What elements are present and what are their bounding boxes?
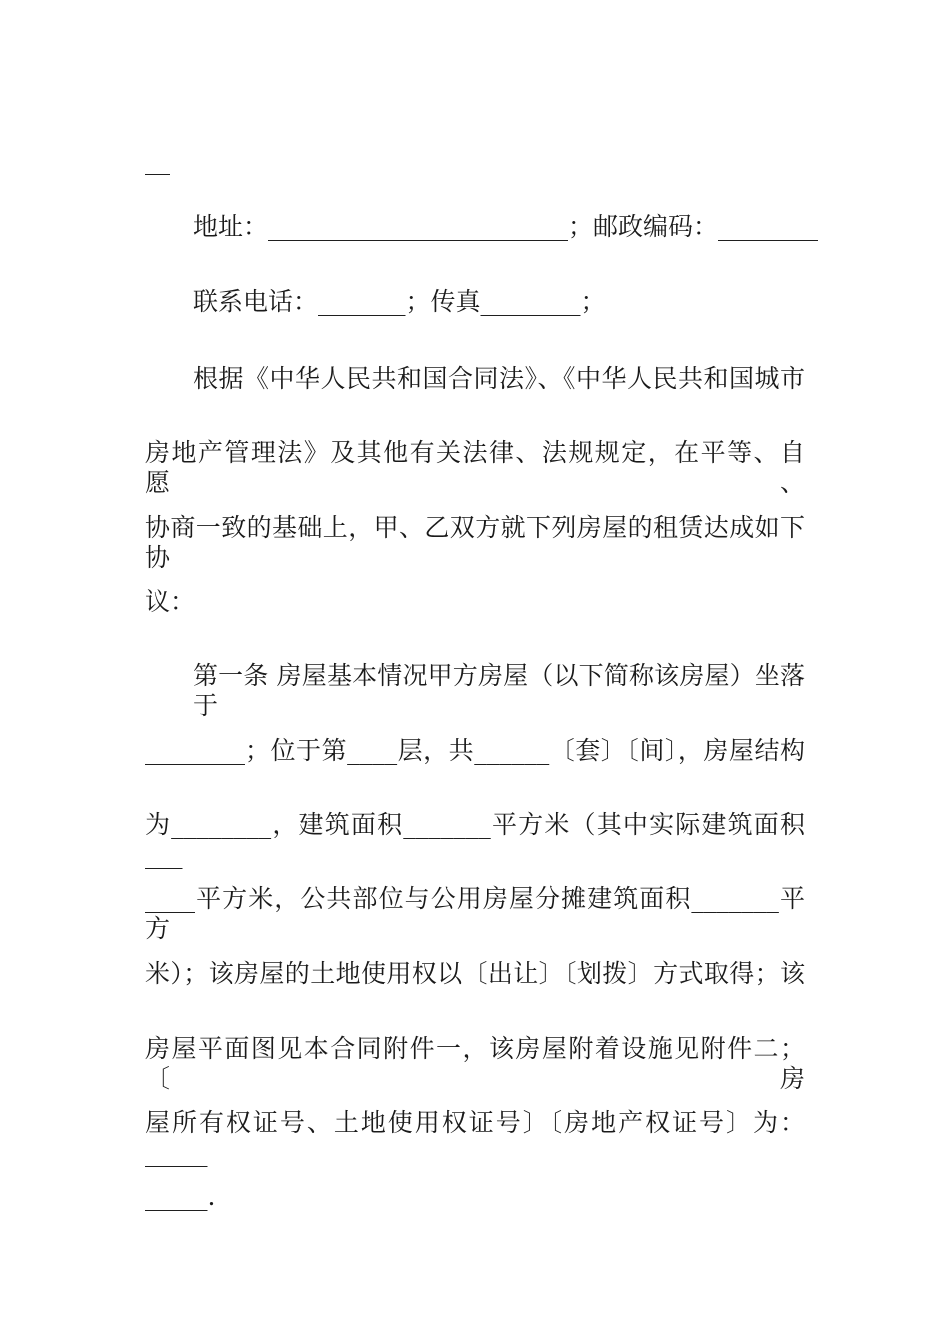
- paragraph-line: 房地产管理法》及其他有关法律、法规规定，在平等、自愿、: [145, 438, 805, 497]
- text-line-continuation: __: [145, 146, 170, 175]
- paragraph-line: 屋所有权证号、土地使用权证号〕〔房地产权证号〕为：_____: [145, 1108, 805, 1167]
- paragraph-line: _____.: [145, 1182, 216, 1211]
- paragraph-line: ____平方米，公共部位与公用房屋分摊建筑面积_______平方: [145, 884, 805, 943]
- paragraph-line: 议：: [145, 587, 196, 616]
- article-one-heading-line: 第一条 房屋基本情况甲方房屋（以下简称该房屋）坐落于: [193, 661, 805, 720]
- paragraph-line: 米）；该房屋的土地使用权以〔出让〕〔划拨〕方式取得；该: [145, 959, 805, 988]
- paragraph-line: 为________，建筑面积_______平方米（其中实际建筑面积___: [145, 810, 805, 869]
- paragraph-line: 房屋平面图见本合同附件一，该房屋附着设施见附件二；〔房: [145, 1034, 805, 1093]
- address-line: 地址：________________________；邮政编码：________: [193, 212, 819, 241]
- paragraph-line: ________；位于第____层，共______〔套〕〔间〕，房屋结构: [145, 736, 805, 765]
- paragraph-line: 根据《中华人民共和国合同法》、《中华人民共和国城市: [193, 364, 805, 393]
- phone-fax-line: 联系电话：_______；传真________；: [193, 287, 606, 316]
- paragraph-line: 协商一致的基础上，甲、乙双方就下列房屋的租赁达成如下协: [145, 513, 805, 572]
